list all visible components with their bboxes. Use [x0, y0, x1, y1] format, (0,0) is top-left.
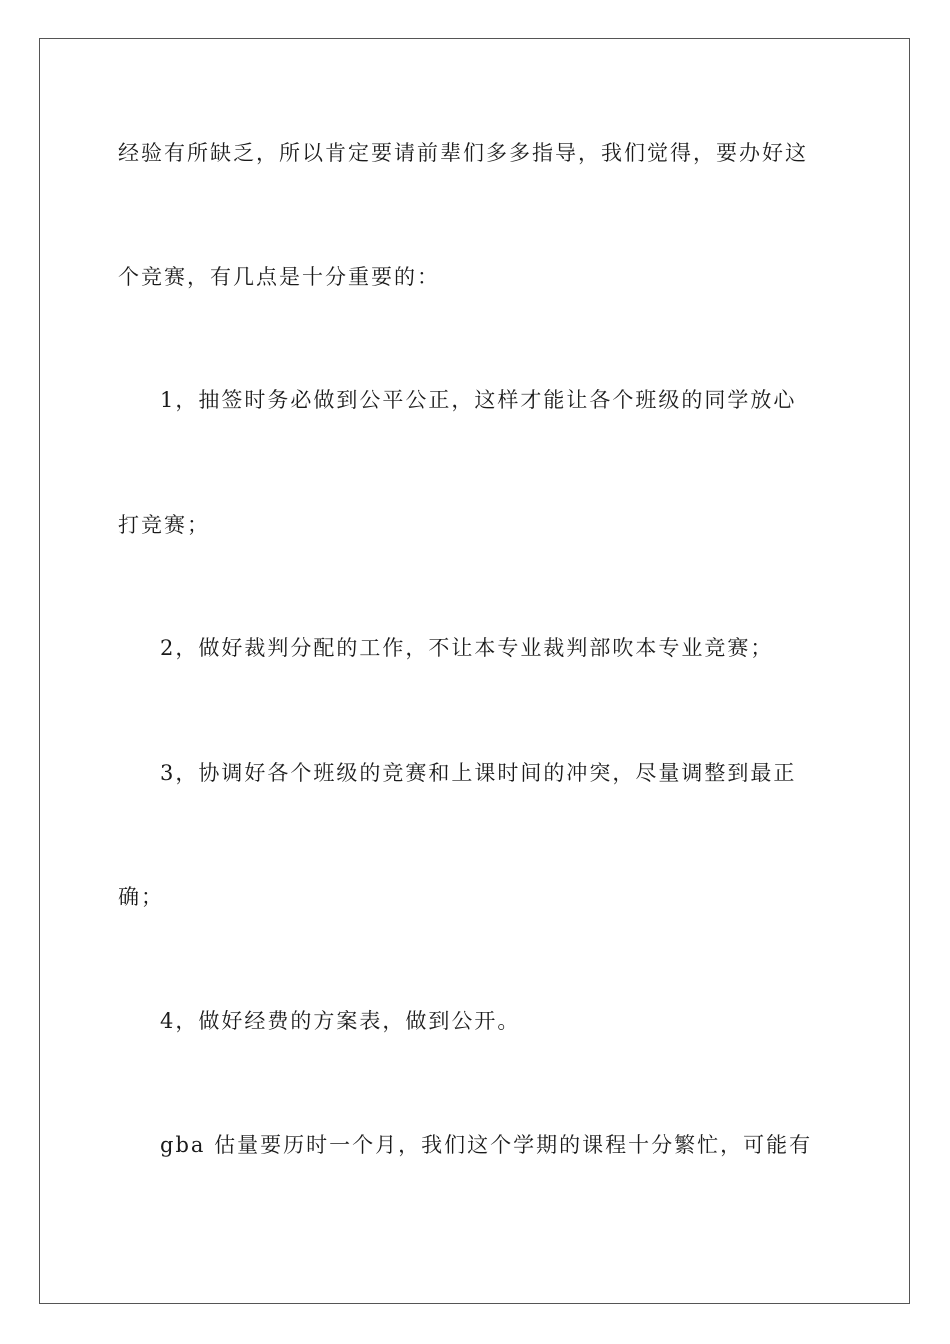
- page-border: [39, 38, 910, 1304]
- text-line-4: 打竞赛；: [118, 513, 210, 537]
- text-line-3: 1，抽签时务必做到公平公正，这样才能让各个班级的同学放心: [160, 388, 797, 412]
- text-line-9: gba 估量要历时一个月，我们这个学期的课程十分繁忙，可能有: [160, 1133, 813, 1157]
- text-line-7: 确；: [118, 885, 164, 909]
- text-line-1: 经验有所缺乏，所以肯定要请前辈们多多指导，我们觉得，要办好这: [118, 141, 808, 165]
- text-line-2: 个竞赛，有几点是十分重要的：: [118, 265, 440, 289]
- text-line-5: 2，做好裁判分配的工作，不让本专业裁判部吹本专业竞赛；: [160, 636, 774, 660]
- text-line-6: 3，协调好各个班级的竞赛和上课时间的冲突，尽量调整到最正: [160, 761, 797, 785]
- text-line-8: 4，做好经费的方案表，做到公开。: [160, 1009, 521, 1033]
